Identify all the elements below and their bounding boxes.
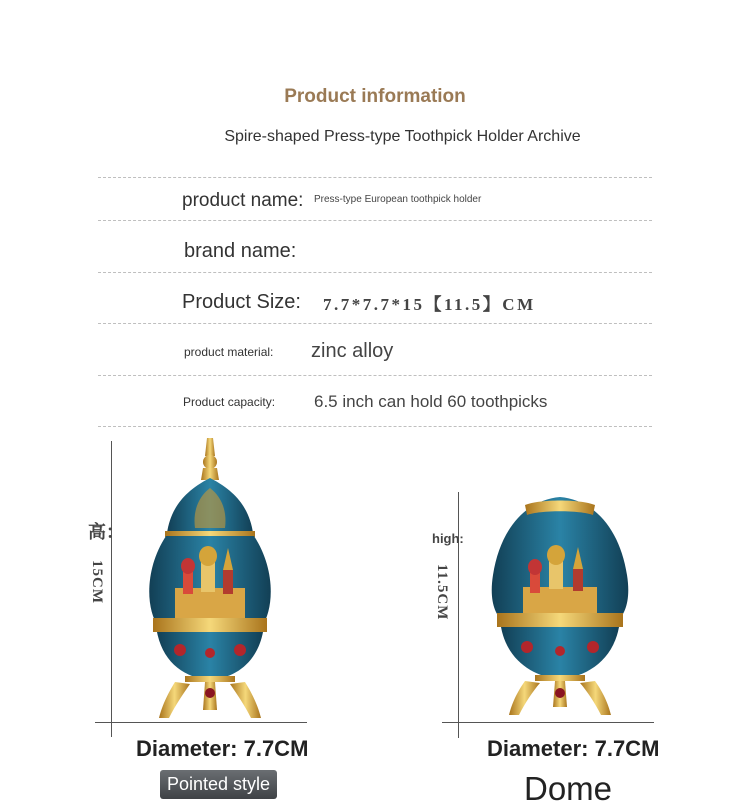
- divider: [98, 220, 652, 221]
- width-axis-line: [442, 722, 654, 723]
- pointed-egg-image: [135, 438, 285, 723]
- height-axis-line: [458, 492, 459, 738]
- page-subtitle: Spire-shaped Press-type Toothpick Holder Archive: [224, 128, 581, 145]
- divider: [98, 375, 652, 376]
- dome-egg-image: [485, 495, 635, 720]
- diameter-label: Diameter: 7.7CM: [487, 736, 660, 761]
- spec-label-product-size: Product Size:: [182, 291, 301, 313]
- spec-value-material: zinc alloy: [311, 340, 394, 362]
- spec-label-brand-name: brand name:: [184, 240, 297, 262]
- diameter-label: Diameter: 7.7CM: [136, 736, 309, 761]
- style-label: Dome: [524, 770, 613, 807]
- spec-value-capacity: 6.5 inch can hold 60 toothpicks: [314, 392, 548, 411]
- divider: [98, 323, 652, 324]
- spec-label-product-name: product name:: [182, 190, 304, 211]
- spec-label-capacity: Product capacity:: [183, 395, 276, 409]
- spec-label-material: product material:: [184, 345, 274, 359]
- height-value: 11.5CM: [434, 564, 450, 621]
- divider: [98, 272, 652, 273]
- divider: [98, 426, 652, 427]
- spec-value-product-size: 7.7*7.7*15【11.5】CM: [323, 295, 536, 314]
- style-badge: Pointed style: [160, 770, 277, 799]
- height-label: 高：: [88, 522, 124, 542]
- height-value: 15CM: [89, 560, 105, 604]
- divider: [98, 177, 652, 178]
- spec-value-product-name: Press-type European toothpick holder: [314, 194, 482, 205]
- height-label: high:: [432, 531, 464, 546]
- page-title: Product information: [284, 86, 466, 107]
- height-axis-line: [111, 441, 112, 737]
